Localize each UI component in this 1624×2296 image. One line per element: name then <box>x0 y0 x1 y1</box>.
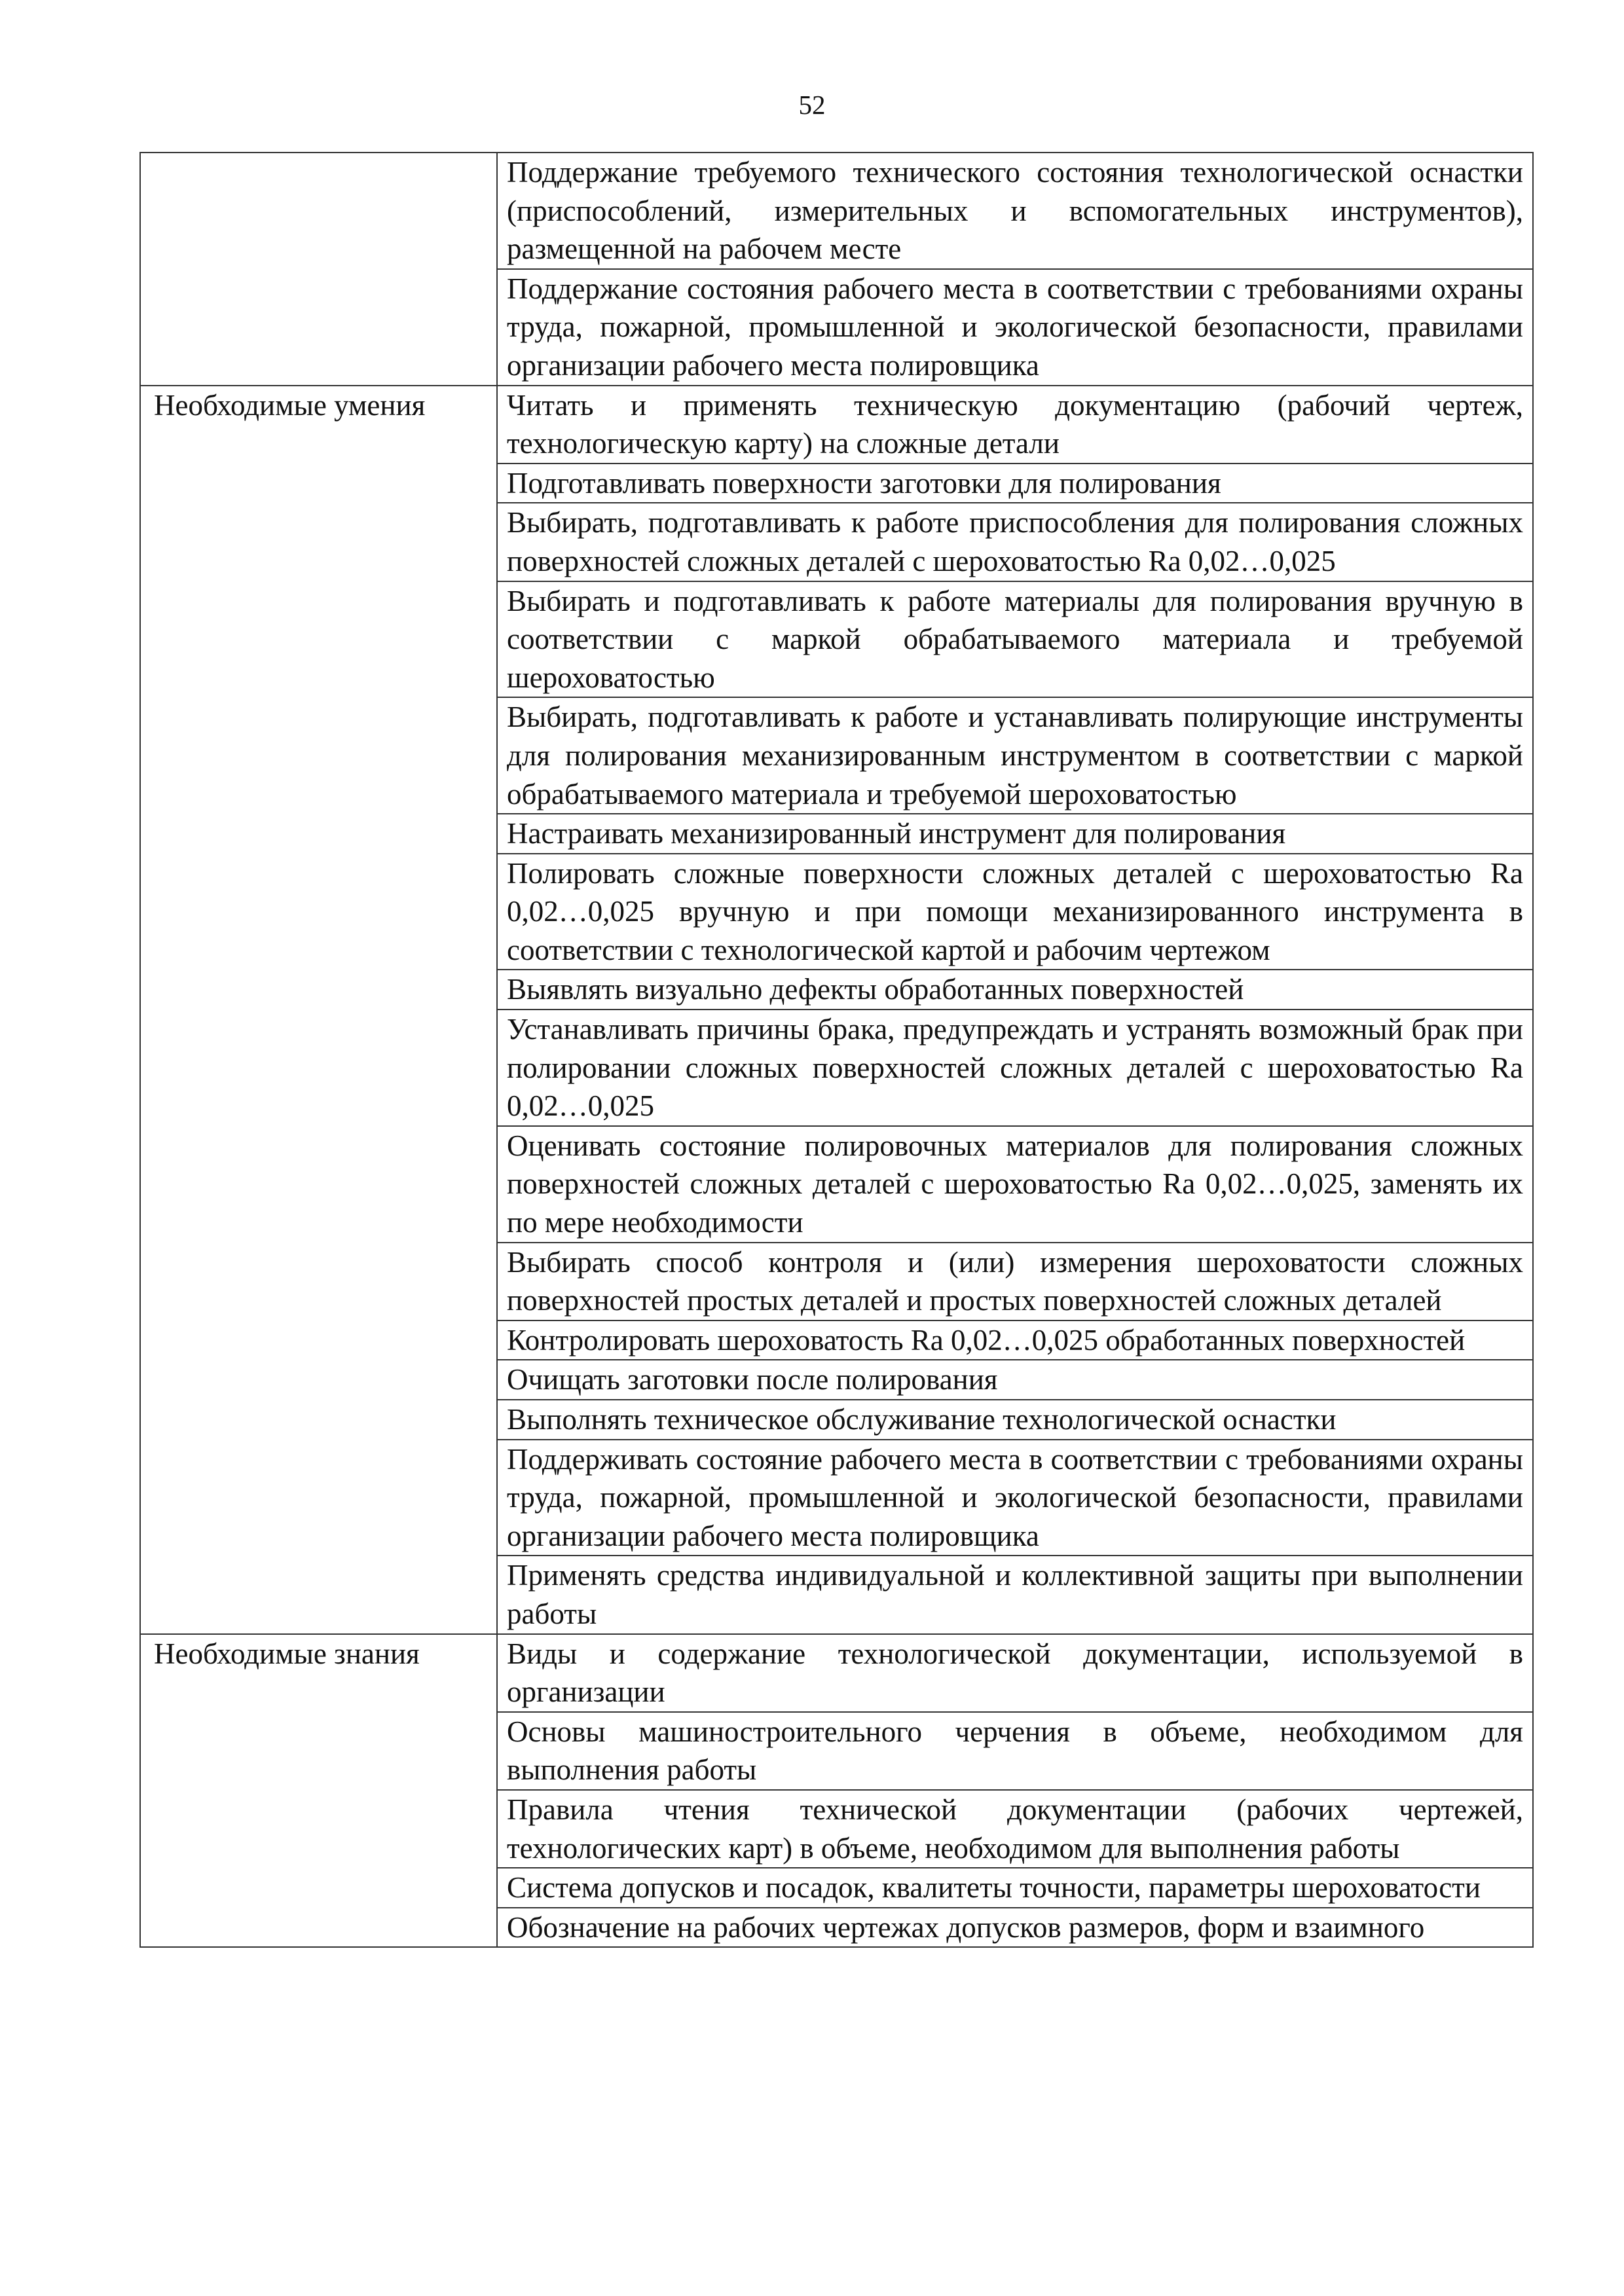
page-number: 52 <box>798 90 826 120</box>
requirement-item: Оценивать состояние полировочных материалов для полирования сложных поверхностей сложных деталей с шероховатостью Ra 0,02…0,025, заменять их по мере необходимости <box>497 1126 1533 1243</box>
requirement-item: Настраивать механизированный инструмент для полирования <box>497 814 1533 854</box>
requirement-item: Выбирать, подготавливать к работе приспособления для полирования сложных поверхностей сложных деталей с шероховатостью Ra 0,02…0,025 <box>497 503 1533 581</box>
section-label: Необходимые знания <box>140 1634 497 1948</box>
requirement-item: Выбирать способ контроля и (или) измерения шероховатости сложных поверхностей простых деталей и простых поверхностей сложных деталей <box>497 1243 1533 1321</box>
requirements-table-body <box>140 153 1533 1947</box>
requirement-item: Устанавливать причины брака, предупреждать и устранять возможный брак при полировании сложных поверхностей сложных деталей с шероховатостью Ra 0,02…0,025 <box>497 1010 1533 1126</box>
requirement-item: Поддержание состояния рабочего места в соответствии с требованиями охраны труда, пожарной, промышленной и экологической безопасности, правилами организации рабочего места полировщика <box>497 269 1533 386</box>
requirement-item: Система допусков и посадок, квалитеты точности, параметры шероховатости <box>497 1868 1533 1908</box>
requirement-item: Очищать заготовки после полирования <box>497 1360 1533 1400</box>
table-row <box>140 153 1533 269</box>
requirement-item: Поддерживать состояние рабочего места в соответствии с требованиями охраны труда, пожарной, промышленной и экологической безопасности, правилами организации рабочего места полировщика <box>497 1440 1533 1556</box>
requirement-item: Обозначение на рабочих чертежах допусков размеров, форм и взаимного <box>497 1908 1533 1948</box>
requirement-item: Контролировать шероховатость Ra 0,02…0,025 обработанных поверхностей <box>497 1321 1533 1360</box>
requirement-item: Выполнять техническое обслуживание технологической оснастки <box>497 1400 1533 1440</box>
requirement-item: Применять средства индивидуальной и коллективной защиты при выполнении работы <box>497 1556 1533 1633</box>
section-label: Необходимые умения <box>140 386 497 1634</box>
requirements-table <box>139 152 1534 1948</box>
table-row <box>140 1634 1533 1712</box>
requirement-item: Полировать сложные поверхности сложных деталей с шероховатостью Ra 0,02…0,025 вручную и при помощи механизированного инструмента в соответствии с технологической картой и рабочим чертежом <box>497 854 1533 970</box>
requirement-item: Читать и применять техническую документацию (рабочий чертеж, технологическую карту) на сложные детали <box>497 386 1533 464</box>
requirement-item: Выявлять визуально дефекты обработанных поверхностей <box>497 970 1533 1010</box>
requirement-item: Подготавливать поверхности заготовки для полирования <box>497 464 1533 503</box>
requirement-item: Виды и содержание технологической документации, используемой в организации <box>497 1634 1533 1712</box>
requirement-item: Основы машиностроительного черчения в объеме, необходимом для выполнения работы <box>497 1712 1533 1790</box>
table-row <box>140 386 1533 464</box>
requirement-item: Выбирать, подготавливать к работе и устанавливать полирующие инструменты для полирования механизированным инструментом в соответствии с маркой обрабатываемого материала и требуемой шероховатостью <box>497 697 1533 814</box>
requirement-item: Поддержание требуемого технического состояния технологической оснастки (приспособлений, измерительных и вспомогательных инструментов), размещенной на рабочем месте <box>497 153 1533 269</box>
section-label <box>140 153 497 386</box>
requirement-item: Правила чтения технической документации (рабочих чертежей, технологических карт) в объеме, необходимом для выполнения работы <box>497 1790 1533 1868</box>
requirement-item: Выбирать и подготавливать к работе материалы для полирования вручную в соответствии с маркой обрабатываемого материала и требуемой шероховатостью <box>497 581 1533 698</box>
